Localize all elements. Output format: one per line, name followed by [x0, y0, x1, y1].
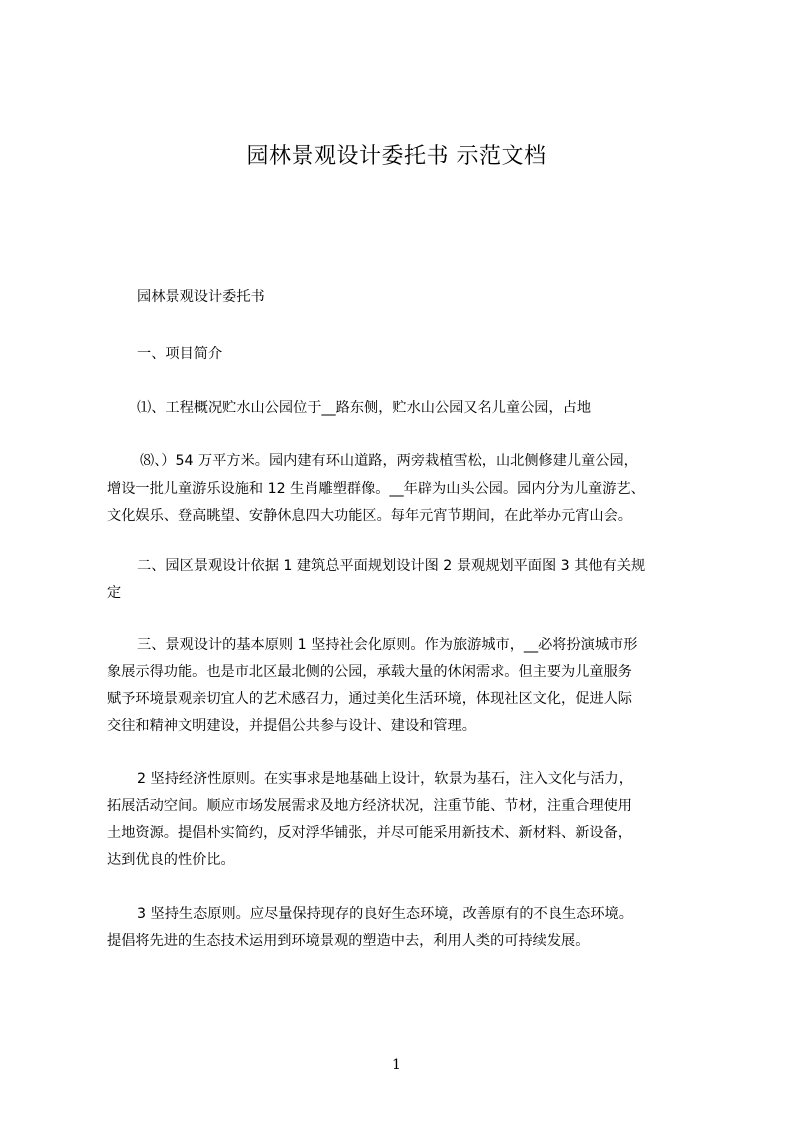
principle-2-line: 达到优良的性价比。	[107, 852, 235, 868]
section-3-line: 象展示得功能。也是市北区最北侧的公园，承载大量的休闲需求。但主要为儿童服务	[107, 664, 632, 680]
document-title: 园林景观设计委托书 示范文档	[246, 144, 547, 169]
principle-3-line: 提倡将先进的生态技术运用到环境景观的塑造中去，利用人类的可持续发展。	[107, 933, 590, 949]
paragraph-1: ⑴、工程概况贮水山公园位于__路东侧，贮水山公园又名儿童公园，占地	[137, 400, 592, 416]
paragraph-2-line: ⑻、）54 万平方米。园内建有环山道路，两旁栽植雪松，山北侧修建儿童公园，	[140, 453, 638, 469]
page-number: 1	[392, 1057, 401, 1073]
section-1-title: 一、项目简介	[137, 346, 223, 362]
document-heading: 园林景观设计委托书	[137, 289, 265, 305]
section-2-line: 二、园区景观设计依据 1 建筑总平面规划设计图 2 景观规划平面图 3 其他有关规	[137, 558, 646, 574]
principle-2-line: 2 坚持经济性原则。在实事求是地基础上设计，软景为基石，注入文化与活力，	[137, 771, 633, 787]
section-3-line: 三、景观设计的基本原则 1 坚持社会化原则。作为旅游城市，__必将扮演城市形	[137, 637, 638, 653]
principle-3-line: 3 坚持生态原则。应尽量保持现存的良好生态环境，改善原有的不良生态环境。	[137, 906, 633, 922]
section-3-line: 赋予环境景观亲切宜人的艺术感召力，通过美化生活环境，体现社区文化，促进人际	[107, 691, 632, 707]
paragraph-2-line: 增设一批儿童游乐设施和 12 生肖雕塑群像。__年辟为山头公园。园内分为儿童游艺、	[107, 481, 645, 497]
paragraph-2-line: 文化娱乐、登高眺望、安静休息四大功能区。每年元宵节期间，在此举办元宵山会。	[107, 508, 632, 524]
principle-2-line: 土地资源。提倡朴实简约，反对浮华铺张，并尽可能采用新技术、新材料、新设备，	[107, 825, 632, 841]
principle-2-line: 拓展活动空间。顺应市场发展需求及地方经济状况，注重节能、节材，注重合理使用	[107, 798, 632, 814]
section-3-line: 交往和精神文明建设，并提倡公共参与设计、建设和管理。	[107, 718, 476, 734]
section-2-line: 定	[107, 585, 122, 601]
